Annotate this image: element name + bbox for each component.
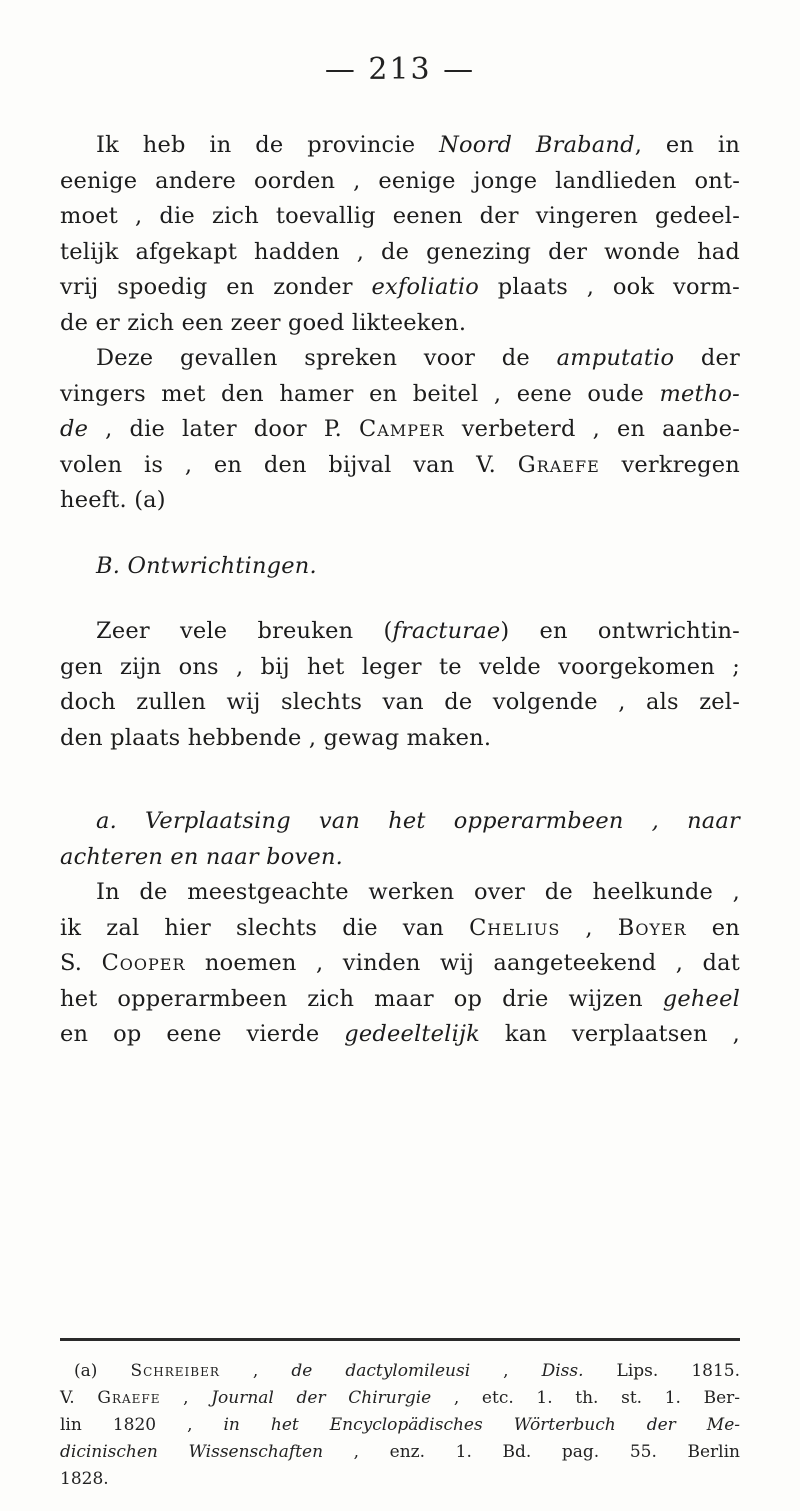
section-heading: a. Verplaatsing van het opperarmbeen , naar [96,808,740,834]
footnote-line: dicinischen Wissenschaften , enz. 1. Bd. pag. 55. Berlin [60,1442,740,1462]
text-line: In de meestgeachte werken over de heelkunde , [96,879,740,905]
text-line: Deze gevallen spreken voor de amputatio der [96,345,740,371]
section-heading: achteren en naar boven. [60,843,343,870]
text-line: doch zullen wij slechts van de volgende , als zel- [60,689,740,715]
text-line: vingers met den hamer en beitel , eene oude metho- [60,380,740,407]
text-line: Zeer vele breuken (fracturae) en ontwrichtin- [96,618,740,644]
text-line: het opperarmbeen zich maar op drie wijzen geheel [60,985,740,1012]
paragraph-3 [60,614,740,756]
text-line: ik zal hier slechts die van Chelius , Boyer en [60,914,740,941]
text-line: en op eene vierde gedeeltelijk kan verplaatsen , [60,1021,740,1047]
paragraph-1 [60,128,740,341]
footnote-line: V. Graefe , Journal der Chirurgie , etc. 1. th. st. 1. Ber- [60,1388,740,1408]
footnote-line: 1828. [60,1469,109,1489]
footnote-line: lin 1820 , in het Encyclopädisches Wörterbuch der Me- [60,1415,740,1435]
text-line: telijk afgekapt hadden , de genezing der wonde had [60,238,740,265]
footnote-line: (a) Schreiber , de dactylomileusi , Diss. Lips. 1815. [74,1361,740,1381]
page-number: — 213 — [324,52,476,87]
text-line: de , die later door P. Camper verbeterd , en aanbe- [60,416,741,442]
section-heading-a [60,804,740,875]
text-line: gen zijn ons , bij het leger te velde voorgekomen ; [60,653,740,680]
section-heading: B. Ontwrichtingen. [96,552,317,579]
text-line: vrij spoedig en zonder exfoliatio plaats , ook vorm- [60,274,740,300]
paragraph-2 [60,341,740,519]
footnote [60,1358,740,1493]
text-line: heeft. (a) [60,487,166,513]
text-line: de er zich een zeer goed likteeken. [60,309,467,336]
text-line: S. Cooper noemen , vinden wij aangeteekend , dat [60,950,740,976]
text-line: moet , die zich toevallig eenen der vingeren gedeel- [60,203,740,229]
text-line: volen is , en den bijval van V. Graefe verkregen [60,451,740,478]
section-heading-b [60,549,740,585]
text-line: Ik heb in de provincie Noord Braband, en in [96,132,741,158]
footnote-divider [60,1338,740,1341]
paragraph-4 [60,875,740,1053]
text-line: den plaats hebbende , gewag maken. [60,724,492,751]
body-text [60,128,740,1053]
text-line: eenige andere oorden , eenige jonge landlieden ont- [60,167,740,194]
